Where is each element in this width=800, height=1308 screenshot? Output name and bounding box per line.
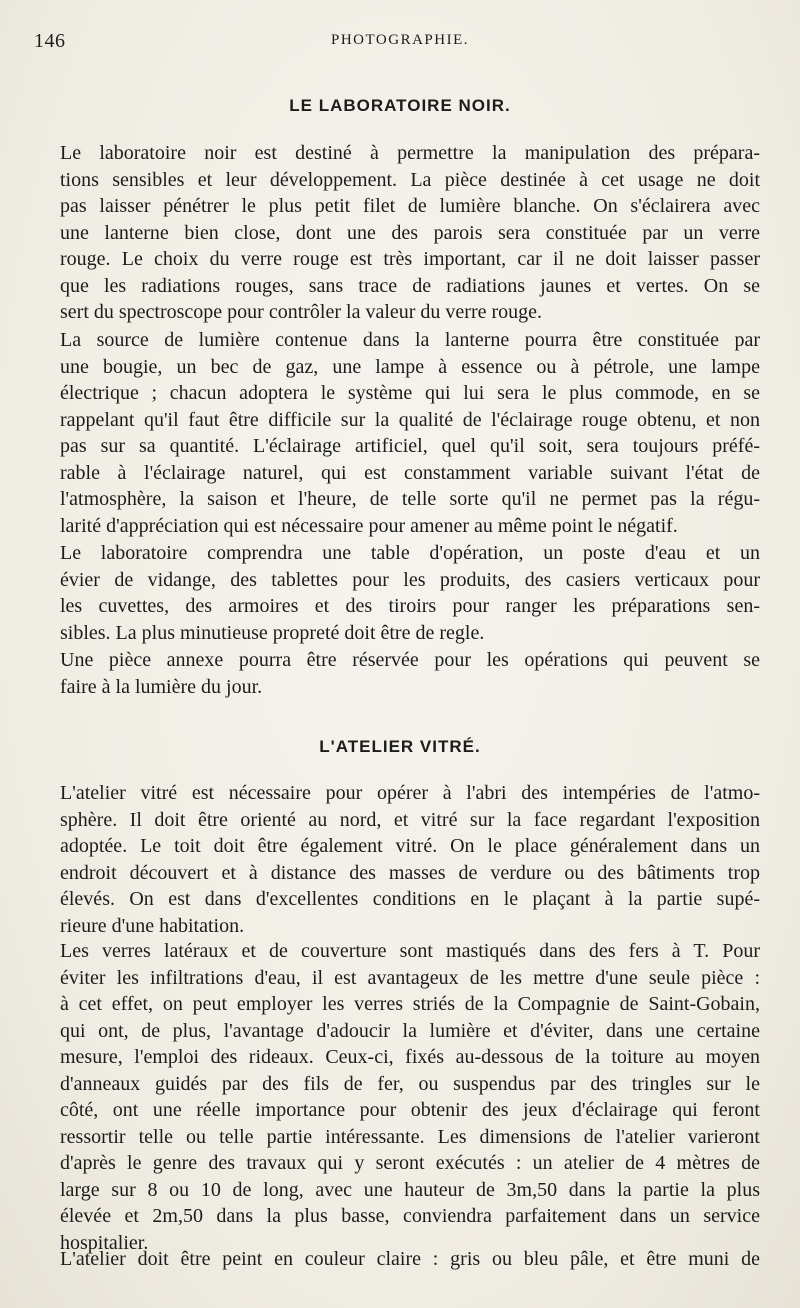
paragraph [60, 647, 760, 700]
text-line: Le laboratoire comprendra une table d'opération, un poste d'eau et un [60, 542, 760, 564]
text-line: sert du spectroscope pour contrôler la valeur du verre rouge. [60, 301, 543, 323]
text-line: pas sur sa quantité. L'éclairage artificiel, quel qu'il soit, sera toujours préfé- [60, 435, 760, 457]
text-line: évier de vidange, des tablettes pour les produits, des casiers verticaux pour [60, 568, 760, 591]
paragraph [60, 327, 760, 539]
text-line: élevée et 2m,50 dans la plus basse, conviendra parfaitement dans un service [60, 1205, 760, 1227]
text-line: pas laisser pénétrer le plus petit filet de lumière blanche. On s'éclairera avec [60, 195, 760, 217]
paragraph [60, 540, 760, 646]
text-line: d'après le genre des travaux qui y seront exécutés : un atelier de 4 mètres de [60, 1152, 760, 1174]
text-line: que les radiations rouges, sans trace de radiations jaunes et vertes. On se [60, 274, 760, 297]
text-line: faire à la lumière du jour. [60, 675, 263, 698]
text-line: Le laboratoire noir est destiné à permettre la manipulation des prépara- [60, 142, 760, 164]
text-line: endroit découvert et à distance des masses de verdure ou des bâtiments trop [60, 861, 760, 884]
text-line: rappelant qu'il faut être difficile sur la qualité de l'éclairage rouge obtenu, et non [60, 408, 760, 431]
text-line: sibles. La plus minutieuse propreté doit être de regle. [60, 621, 485, 644]
text-line: électrique ; chacun adoptera le système qui lui sera le plus commode, en se [60, 382, 760, 404]
text-line: L'atelier vitré est nécessaire pour opérer à l'abri des intempéries de l'atmo- [60, 782, 760, 804]
paragraph [60, 1246, 760, 1273]
text-line: large sur 8 ou 10 de long, avec une hauteur de 3m,50 dans la partie la plus [60, 1178, 760, 1201]
text-line: La source de lumière contenue dans la lanterne pourra être constituée par [60, 329, 760, 351]
paragraph [60, 140, 760, 326]
text-line: sphère. Il doit être orienté au nord, et vitré sur la face regardant l'exposition [60, 808, 760, 831]
text-line: adoptée. Le toit doit être également vitré. On le place généralement dans un [60, 835, 760, 857]
text-line: éviter les infiltrations d'eau, il est avantageux de les mettre d'une seule pièce : [60, 966, 760, 989]
text-line: d'anneaux guidés par des fils de fer, ou suspendus par des tringles sur le [60, 1072, 760, 1095]
text-line: hospitalier. [60, 1231, 149, 1254]
text-line: Les verres latéraux et de couverture sont mastiqués dans des fers à T. Pour [60, 940, 760, 962]
text-line: rable à l'éclairage naturel, qui est constamment variable suivant l'état de [60, 461, 760, 484]
text-line: à cet effet, on peut employer les verres striés de la Compagnie de Saint-Gobain, [60, 993, 760, 1015]
text-line: une bougie, un bec de gaz, une lampe à essence ou à pétrole, une lampe [60, 355, 760, 378]
text-line: Une pièce annexe pourra être réservée pour les opérations qui peuvent se [60, 649, 760, 671]
text-line: larité d'appréciation qui est nécessaire pour amener au même point le négatif. [60, 514, 678, 537]
text-line: élevés. On est dans d'excellentes conditions en le plaçant à la partie supé- [60, 888, 760, 910]
text-line: tions sensibles et leur développement. La pièce destinée à cet usage ne doit [60, 168, 760, 191]
text-line: mesure, l'emploi des rideaux. Ceux-ci, fixés au-dessous de la toiture au moyen [60, 1046, 760, 1068]
text-line: rouge. Le choix du verre rouge est très important, car il ne doit laisser passer [60, 248, 760, 270]
paragraph [60, 780, 760, 939]
text-line: côté, ont une réelle importance pour obtenir des jeux d'éclairage qui feront [60, 1099, 760, 1121]
text-line: une lanterne bien close, dont une des parois sera constituée par un verre [60, 221, 760, 244]
page-number: 146 [34, 30, 66, 52]
text-line: qui ont, de plus, l'avantage d'adoucir la lumière et d'éviter, dans une certaine [60, 1019, 760, 1042]
paragraph [60, 938, 760, 1256]
text-line: les cuvettes, des armoires et des tiroirs pour ranger les préparations sen- [60, 595, 760, 617]
section-title-laboratoire: LE LABORATOIRE NOIR. [289, 96, 511, 115]
text-line: L'atelier doit être peint en couleur claire : gris ou bleu pâle, et être muni de [60, 1248, 760, 1270]
text-line: ressortir telle ou telle partie intéressante. Les dimensions de l'atelier varieront [60, 1125, 760, 1148]
text-line: l'atmosphère, la saison et l'heure, de telle sorte qu'il ne permet pas la régu- [60, 488, 760, 510]
text-line: rieure d'une habitation. [60, 914, 245, 937]
running-head: PHOTOGRAPHIE. [331, 32, 469, 48]
section-title-atelier: L'ATELIER VITRÉ. [319, 737, 481, 756]
